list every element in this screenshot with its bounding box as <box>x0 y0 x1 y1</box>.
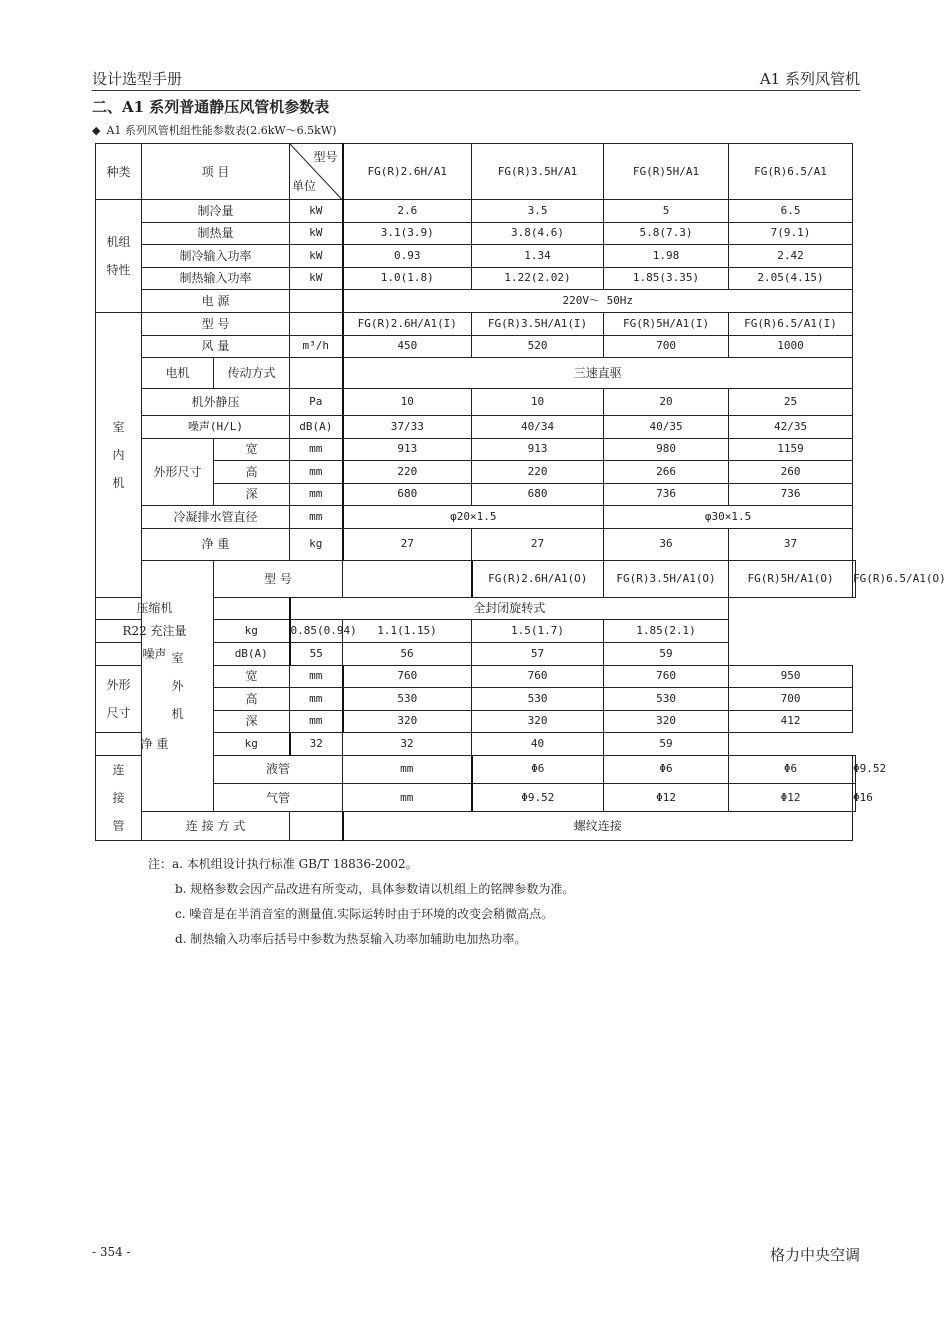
value-cell: FG(R)6.5/A1(I) <box>729 312 853 335</box>
value-cell: 1.85(3.35) <box>604 267 729 290</box>
value-cell: 10 <box>472 389 604 416</box>
unit-cell <box>214 597 290 620</box>
spec-table <box>95 143 946 841</box>
value-cell: 40/34 <box>472 416 604 439</box>
value-cell: 680 <box>343 483 472 506</box>
value-cell: Φ6 <box>729 755 853 784</box>
value-cell: 913 <box>472 438 604 461</box>
item-cell: 制冷量 <box>142 200 290 223</box>
value-cell: 1.34 <box>472 245 604 268</box>
header-diagonal-cell <box>290 144 343 200</box>
value-cell: 1.0(1.8) <box>343 267 472 290</box>
sub-item-cell: 深 <box>214 483 290 506</box>
header-right: A1 系列风管机 <box>759 70 860 88</box>
item-cell: 电 源 <box>142 290 290 313</box>
unit-cell: mm <box>290 438 343 461</box>
table-row <box>96 290 856 313</box>
page-header <box>92 68 860 91</box>
table-row <box>96 506 856 529</box>
item-cell: 冷凝排水管直径 <box>142 506 290 529</box>
item-cell: 制冷输入功率 <box>142 245 290 268</box>
value-cell: 980 <box>604 438 729 461</box>
note-d: d. 制热输入功率后括号中参数为热泵输入功率加辅助电加热功率。 <box>175 932 527 946</box>
value-cell: 760 <box>343 665 472 688</box>
table-row <box>96 335 856 358</box>
value-cell: 全封闭旋转式 <box>290 597 729 620</box>
unit-cell: Pa <box>290 389 343 416</box>
unit-cell <box>290 358 343 389</box>
table-row <box>96 733 856 756</box>
value-cell: 700 <box>604 335 729 358</box>
value-cell: 1.85(2.1) <box>604 620 729 643</box>
table-row <box>96 200 856 223</box>
unit-cell: m³/h <box>290 335 343 358</box>
value-cell: 680 <box>472 483 604 506</box>
item-cell: 机外静压 <box>142 389 290 416</box>
value-cell: 36 <box>604 528 729 560</box>
value-cell: 3.1(3.9) <box>343 222 472 245</box>
value-cell: 1159 <box>729 438 853 461</box>
value-cell: 220 <box>343 461 472 484</box>
value-cell: 32 <box>343 733 472 756</box>
category-cell: 室 外 机 <box>142 560 214 812</box>
value-cell: 25 <box>729 389 853 416</box>
table-row <box>96 438 856 461</box>
unit-cell: kW <box>290 245 343 268</box>
diamond-bullet-icon: ◆ <box>92 124 101 137</box>
note-c: c. 噪音是在半消音室的测量值.实际运转时由于环境的改变会稍微高点。 <box>175 907 554 921</box>
value-cell: Φ6 <box>604 755 729 784</box>
value-cell: Φ9.52 <box>853 755 856 784</box>
value-cell: FG(R)5H/A1(I) <box>604 312 729 335</box>
value-cell: 700 <box>729 688 853 711</box>
value-cell: 6.5 <box>729 200 853 223</box>
item-cell: 外形 尺寸 <box>96 665 142 733</box>
value-cell: Φ6 <box>472 755 604 784</box>
header-model-label: 型号 <box>313 150 338 164</box>
table-row <box>96 358 856 389</box>
model-header-cell: FG(R)6.5/A1 <box>729 144 853 200</box>
value-cell: φ30×1.5 <box>604 506 853 529</box>
header-category: 种类 <box>96 144 142 200</box>
sub-item-cell: 高 <box>214 461 290 484</box>
value-cell: 2.42 <box>729 245 853 268</box>
category-cell: 连 接 管 <box>96 755 142 840</box>
unit-cell: kg <box>290 528 343 560</box>
value-cell: 42/35 <box>729 416 853 439</box>
unit-cell <box>290 290 343 313</box>
value-cell: 37/33 <box>343 416 472 439</box>
value-cell: 1.1(1.15) <box>343 620 472 643</box>
value-cell: φ20×1.5 <box>343 506 604 529</box>
value-cell: 螺纹连接 <box>343 812 853 840</box>
value-cell: 950 <box>729 665 853 688</box>
value-cell: 220 <box>472 461 604 484</box>
category-cell: 室 内 机 <box>96 312 142 597</box>
sub-item-cell: 宽 <box>214 438 290 461</box>
table-row <box>96 812 856 840</box>
value-cell: 三速直驱 <box>343 358 853 389</box>
footer-brand: 格力中央空调 <box>769 1246 860 1264</box>
unit-cell: mm <box>290 710 343 733</box>
table-row <box>96 528 856 560</box>
note-a: 注：a. 本机组设计执行标准 GB/T 18836-2002。 <box>148 857 418 871</box>
value-cell: 260 <box>729 461 853 484</box>
item-cell: 噪声(H/L) <box>142 416 290 439</box>
unit-cell: kW <box>290 222 343 245</box>
unit-cell: kW <box>290 200 343 223</box>
item-cell: R22 充注量 <box>96 620 214 643</box>
value-cell: 530 <box>472 688 604 711</box>
value-cell: 320 <box>472 710 604 733</box>
value-cell: 27 <box>343 528 472 560</box>
model-header-cell: FG(R)5H/A1 <box>604 144 729 200</box>
value-cell: 20 <box>604 389 729 416</box>
unit-cell: dB(A) <box>290 416 343 439</box>
item-cell: 净 重 <box>142 528 290 560</box>
value-cell: 913 <box>343 438 472 461</box>
table-row <box>96 560 856 597</box>
value-cell: 520 <box>472 335 604 358</box>
table-row <box>96 597 856 620</box>
unit-cell: mm <box>290 688 343 711</box>
value-cell: 3.8(4.6) <box>472 222 604 245</box>
unit-cell: kg <box>214 733 290 756</box>
value-cell: 0.93 <box>343 245 472 268</box>
page-number: - 354 - <box>92 1245 131 1259</box>
unit-cell: mm <box>290 665 343 688</box>
sub-item-cell: 高 <box>214 688 290 711</box>
section-title: 二、A1 系列普通静压风管机参数表 <box>92 98 330 116</box>
value-cell: 736 <box>604 483 729 506</box>
model-header-cell: FG(R)3.5H/A1 <box>472 144 604 200</box>
value-cell: 760 <box>472 665 604 688</box>
item-cell: 风 量 <box>142 335 290 358</box>
unit-cell: mm <box>290 506 343 529</box>
value-cell: 7(9.1) <box>729 222 853 245</box>
table-subtitle <box>92 122 336 138</box>
value-cell: 59 <box>604 642 729 665</box>
value-cell: FG(R)5H/A1(O) <box>729 560 853 597</box>
value-cell: 320 <box>343 710 472 733</box>
value-cell: FG(R)2.6H/A1(I) <box>343 312 472 335</box>
value-cell: 55 <box>290 642 343 665</box>
unit-cell: mm <box>290 461 343 484</box>
item-cell: 液管 <box>214 755 343 784</box>
value-cell: 530 <box>343 688 472 711</box>
item-cell: 气管 <box>214 784 343 812</box>
table-row <box>96 267 856 290</box>
value-cell: 37 <box>729 528 853 560</box>
value-cell: 1000 <box>729 335 853 358</box>
sub-item-cell: 深 <box>214 710 290 733</box>
item-cell: 外形尺寸 <box>142 438 214 506</box>
value-cell: 59 <box>604 733 729 756</box>
value-cell: 1.22(2.02) <box>472 267 604 290</box>
value-cell: 40 <box>472 733 604 756</box>
value-cell: Φ16 <box>853 784 856 812</box>
model-header-cell: FG(R)2.6H/A1 <box>343 144 472 200</box>
value-cell: 1.98 <box>604 245 729 268</box>
unit-cell <box>290 312 343 335</box>
item-cell: 电机 <box>142 358 214 389</box>
value-cell: 412 <box>729 710 853 733</box>
note-b: b. 规格参数会因产品改进有所变动，具体参数请以机组上的铭牌参数为准。 <box>175 882 575 896</box>
value-cell: 57 <box>472 642 604 665</box>
value-cell: 40/35 <box>604 416 729 439</box>
subtitle-text: A1 系列风管机组性能参数表(2.6kW～6.5kW) <box>106 124 337 137</box>
value-cell: 320 <box>604 710 729 733</box>
item-cell: 制热量 <box>142 222 290 245</box>
unit-cell <box>290 812 343 840</box>
value-cell: Φ9.52 <box>472 784 604 812</box>
header-item: 项 目 <box>142 144 290 200</box>
item-cell: 型 号 <box>214 560 343 597</box>
table-row <box>96 620 856 643</box>
table-row <box>96 144 856 200</box>
item-cell: 制热输入功率 <box>142 267 290 290</box>
unit-cell: dB(A) <box>214 642 290 665</box>
item-cell: 型 号 <box>142 312 290 335</box>
value-cell: 1.5(1.7) <box>472 620 604 643</box>
unit-cell: mm <box>290 483 343 506</box>
value-cell: FG(R)2.6H/A1(O) <box>472 560 604 597</box>
item-cell: 压缩机 <box>96 597 214 620</box>
value-cell: 266 <box>604 461 729 484</box>
unit-cell: mm <box>343 755 472 784</box>
value-cell: 27 <box>472 528 604 560</box>
table-row <box>96 642 856 665</box>
value-cell: 56 <box>343 642 472 665</box>
item-cell: 噪声 <box>96 642 214 665</box>
item-cell: 连 接 方 式 <box>142 812 290 840</box>
unit-cell: mm <box>343 784 472 812</box>
item-cell: 净 重 <box>96 733 214 756</box>
value-cell: 5.8(7.3) <box>604 222 729 245</box>
category-cell: 机组 特性 <box>96 200 142 313</box>
table-row <box>96 312 856 335</box>
value-cell: 530 <box>604 688 729 711</box>
value-cell: FG(R)3.5H/A1(O) <box>604 560 729 597</box>
unit-cell: kW <box>290 267 343 290</box>
value-cell: FG(R)3.5H/A1(I) <box>472 312 604 335</box>
unit-cell: kg <box>214 620 290 643</box>
header-left: 设计选型手册 <box>92 70 183 88</box>
value-cell: 2.05(4.15) <box>729 267 853 290</box>
value-cell: 450 <box>343 335 472 358</box>
sub-item-cell: 传动方式 <box>214 358 290 389</box>
table-row <box>96 416 856 439</box>
unit-cell <box>343 560 472 597</box>
value-cell: 220V～ 50Hz <box>343 290 853 313</box>
value-cell: 2.6 <box>343 200 472 223</box>
value-cell: 5 <box>604 200 729 223</box>
value-cell: 760 <box>604 665 729 688</box>
value-cell: 32 <box>290 733 343 756</box>
value-cell: FG(R)6.5/A1(O) <box>853 560 856 597</box>
table-row <box>96 222 856 245</box>
value-cell: Φ12 <box>729 784 853 812</box>
sub-item-cell: 宽 <box>214 665 290 688</box>
value-cell: 736 <box>729 483 853 506</box>
value-cell: 3.5 <box>472 200 604 223</box>
value-cell: Φ12 <box>604 784 729 812</box>
table-row <box>96 245 856 268</box>
table-row <box>96 389 856 416</box>
value-cell: 10 <box>343 389 472 416</box>
header-unit-label: 单位 <box>292 179 317 193</box>
notes <box>148 852 574 952</box>
value-cell: 0.85(0.94) <box>290 620 343 643</box>
